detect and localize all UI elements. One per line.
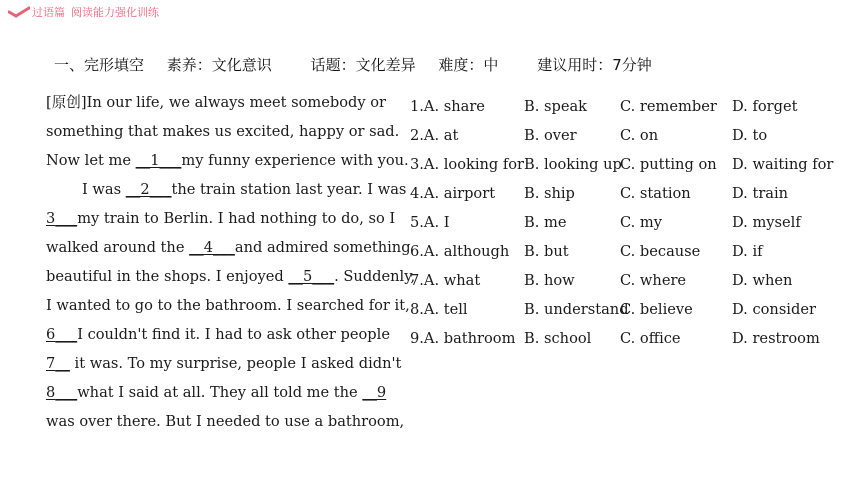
source-tag: [原创] <box>46 94 87 111</box>
passage-line <box>46 175 407 204</box>
difficulty-label: 难度：中 <box>438 56 499 74</box>
option-choice-b: B. ship <box>524 185 575 202</box>
blank-4: __4___ <box>189 239 235 256</box>
option-choice-b: B. me <box>524 214 567 231</box>
passage-text: . Suddenly, <box>334 268 416 285</box>
option-choice-c: C. my <box>620 214 663 231</box>
option-row <box>410 156 840 185</box>
passage-text: walked around the <box>46 239 190 256</box>
passage-text: Now let me <box>46 152 136 169</box>
option-choice-b: B. looking up <box>524 156 622 173</box>
option-choice-c: C. putting on <box>620 156 717 173</box>
passage-line <box>46 291 410 320</box>
option-choice-a: 8.A. tell <box>410 301 468 318</box>
blank-2: __2___ <box>125 181 172 198</box>
time-label: 建议用时：7分钟 <box>537 56 652 74</box>
option-choice-a: 9.A. bathroom <box>410 330 516 347</box>
option-choice-a: 4.A. airport <box>410 185 496 202</box>
option-row <box>410 243 840 272</box>
option-choice-d: D. if <box>732 243 763 260</box>
passage-text: I wanted to go to the bathroom. I searched for it, <box>46 297 410 314</box>
option-choice-a: 2.A. at <box>410 127 459 144</box>
option-choice-c: C. station <box>620 185 691 202</box>
passage-line <box>46 262 416 291</box>
passage-text: In our life, we always meet somebody or <box>86 94 387 111</box>
brand-title: 过语篇 <box>32 6 65 19</box>
option-choice-d: D. when <box>732 272 793 289</box>
blank-3-number: 3 <box>46 210 56 227</box>
passage-text: what I said at all. They all told me the <box>77 384 363 401</box>
passage-line <box>46 407 405 436</box>
blank-8-number: 8 <box>46 384 56 401</box>
passage-line <box>46 378 387 407</box>
blank-8: ___ <box>55 384 78 401</box>
option-row <box>410 301 840 330</box>
option-choice-a: 3.A. looking for <box>410 156 525 173</box>
option-choice-a: 7.A. what <box>410 272 481 289</box>
answer-options <box>410 98 840 359</box>
option-choice-c: C. believe <box>620 301 693 318</box>
passage-text: beautiful in the shops. I enjoyed <box>46 268 289 285</box>
option-choice-c: C. where <box>620 272 687 289</box>
passage-text: my train to Berlin. I had nothing to do, so I <box>77 210 396 227</box>
passage-line <box>46 204 396 233</box>
blank-7-number: 7 <box>46 355 56 372</box>
passage-line <box>46 233 411 262</box>
blank-6: ___ <box>55 326 78 343</box>
section-title: 一、完形填空 <box>54 56 145 74</box>
option-choice-b: B. speak <box>524 98 588 115</box>
option-choice-d: D. waiting for <box>732 156 834 173</box>
passage-line <box>46 117 400 146</box>
option-choice-a: 1.A. share <box>410 98 485 115</box>
passage-text: was over there. But I needed to use a bathroom, <box>46 413 405 430</box>
option-choice-d: D. restroom <box>732 330 820 347</box>
option-choice-c: C. remember <box>620 98 717 115</box>
option-choice-d: D. consider <box>732 301 816 318</box>
option-row <box>410 272 840 301</box>
passage-text: and admired something <box>234 239 411 256</box>
passage-text: I couldn't find it. I had to ask other people <box>77 326 390 343</box>
option-choice-a: 6.A. although <box>410 243 510 260</box>
option-choice-c: C. office <box>620 330 681 347</box>
option-choice-d: D. forget <box>732 98 798 115</box>
blank-3: ___ <box>55 210 78 227</box>
passage-text: the train station last year. I was <box>171 181 407 198</box>
blank-9: __9 <box>362 384 387 401</box>
passage-line <box>46 88 387 117</box>
passage-line <box>46 349 402 378</box>
brand-subtitle: 阅读能力强化训练 <box>71 6 159 19</box>
checkmark-logo-icon <box>8 6 30 18</box>
passage-text: I was <box>82 181 126 198</box>
option-choice-c: C. because <box>620 243 701 260</box>
option-choice-b: B. understand <box>524 301 629 318</box>
passage-line <box>46 320 390 349</box>
passage-text: my funny experience with you. <box>181 152 409 169</box>
passage-text: it was. To my surprise, people I asked didn't <box>69 355 402 372</box>
option-choice-d: D. myself <box>732 214 801 231</box>
option-choice-b: B. but <box>524 243 569 260</box>
option-choice-c: C. on <box>620 127 659 144</box>
option-choice-b: B. school <box>524 330 592 347</box>
blank-7: __ <box>55 355 70 372</box>
option-choice-d: D. to <box>732 127 768 144</box>
blank-5: __5___ <box>288 268 335 285</box>
option-choice-d: D. train <box>732 185 789 202</box>
option-row <box>410 330 840 359</box>
exercise-header <box>54 54 652 75</box>
option-row <box>410 127 840 156</box>
option-choice-a: 5.A. I <box>410 214 450 231</box>
option-choice-b: B. how <box>524 272 575 289</box>
blank-6-number: 6 <box>46 326 56 343</box>
brand-header <box>8 4 159 20</box>
topic-label: 话题：文化差异 <box>310 56 416 74</box>
blank-1: __1___ <box>135 152 182 169</box>
cloze-passage <box>46 88 416 436</box>
option-row <box>410 214 840 243</box>
passage-text: something that makes us excited, happy or sad. <box>46 123 400 140</box>
option-choice-b: B. over <box>524 127 577 144</box>
option-row <box>410 98 840 127</box>
literacy-label: 素养：文化意识 <box>166 56 272 74</box>
option-row <box>410 185 840 214</box>
passage-line <box>46 146 409 175</box>
